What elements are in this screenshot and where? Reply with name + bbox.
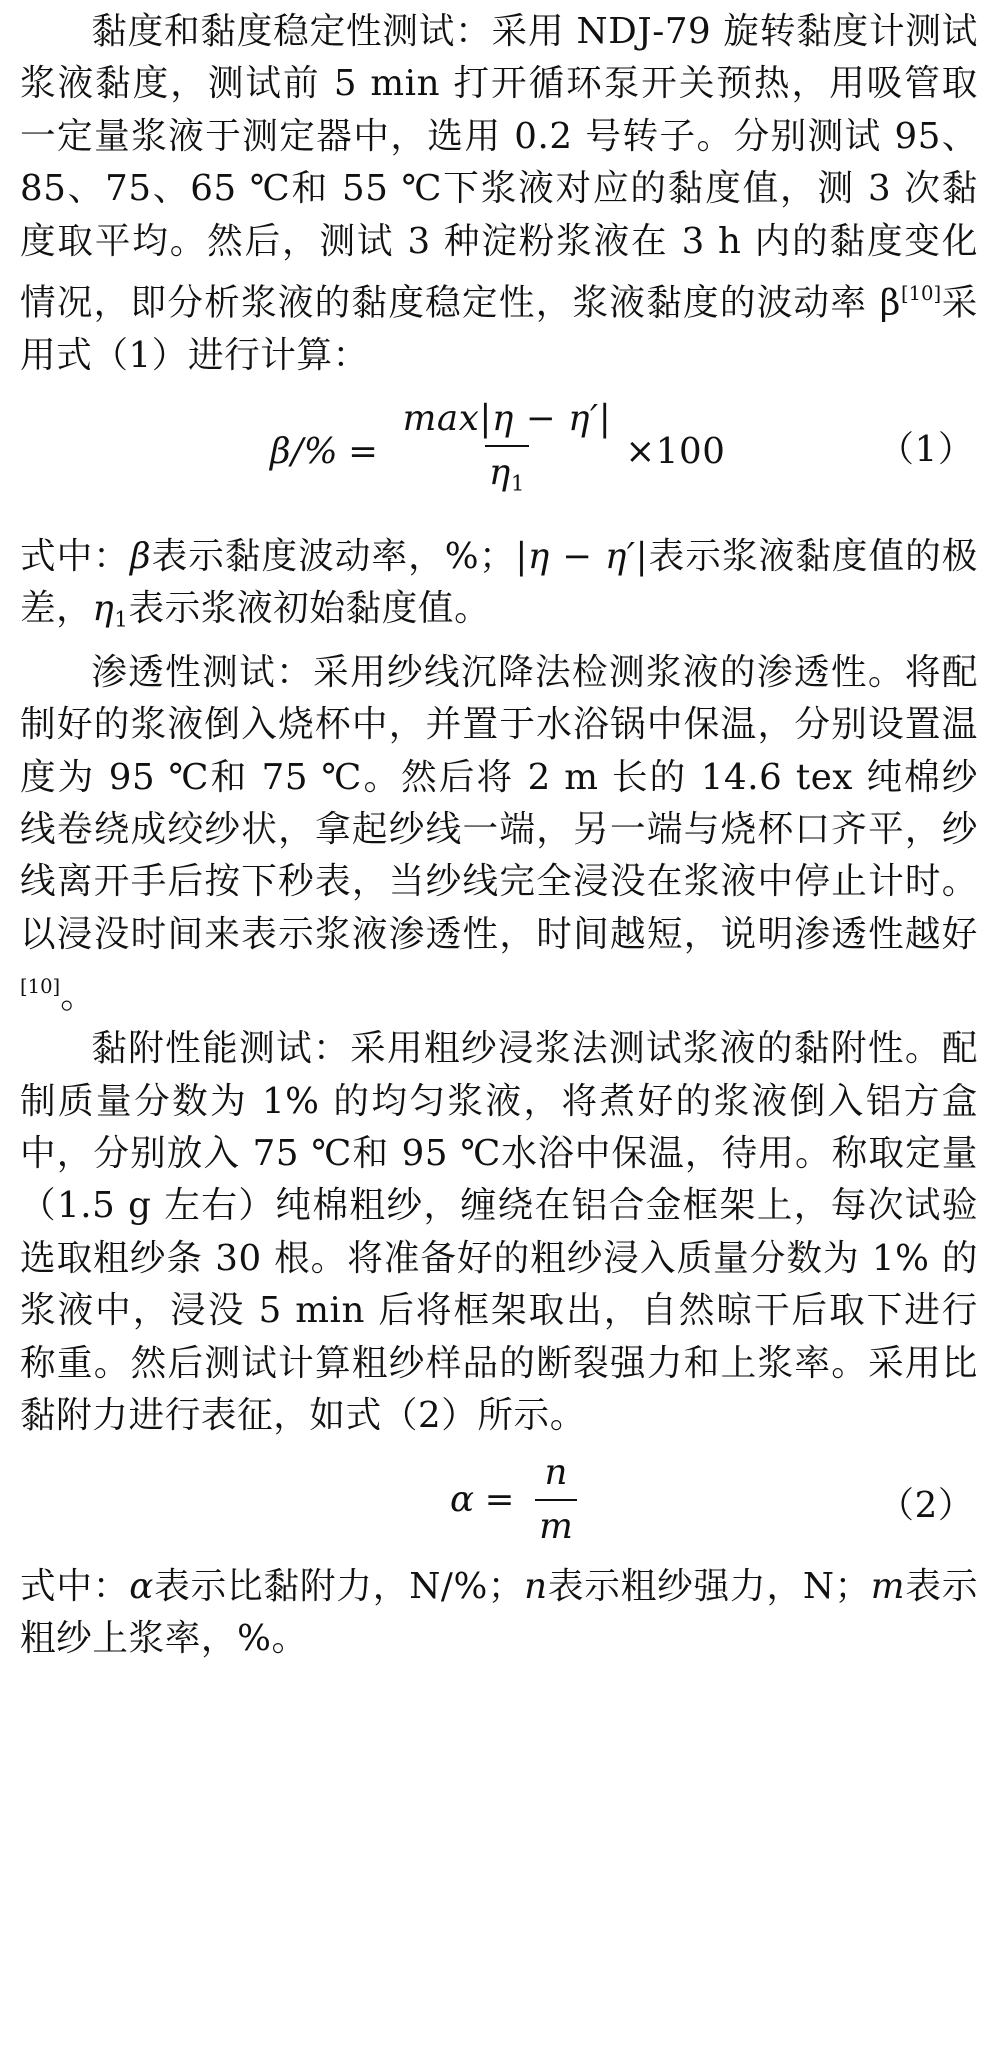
- m-symbol: m: [870, 1565, 906, 1607]
- permeability-text-end: 。: [60, 975, 97, 1017]
- explain-lead: 式中：: [20, 1565, 130, 1607]
- eta-symbol: η: [92, 587, 115, 629]
- equation-1-times: ×100: [625, 430, 726, 472]
- equation-2-lhs: α: [450, 1479, 475, 1520]
- paragraph-viscosity-test: [20, 0, 978, 383]
- equation-1-number: （1）: [878, 428, 974, 470]
- eta-subscript: 1: [114, 607, 129, 633]
- explain-text: 表示粗纱上浆率，%。: [20, 1565, 978, 1659]
- alpha-symbol: α: [129, 1565, 154, 1607]
- viscosity-text-tail: 采用式（1）进行计算：: [20, 282, 978, 377]
- equation-2-fraction: [535, 1449, 577, 1551]
- explain-lead: 式中：: [20, 535, 130, 577]
- equation-2-equals: =: [484, 1479, 516, 1520]
- range-expression: |η − η′|: [515, 535, 649, 577]
- explain-text: 表示浆液黏度值的极差，: [20, 535, 978, 629]
- beta-symbol: β: [129, 535, 152, 577]
- paragraph-equation-2-explanation: [20, 1561, 978, 1666]
- equation-1: [20, 383, 978, 531]
- equation-1-denominator: [485, 445, 529, 508]
- equation-2-numerator: n: [544, 1451, 568, 1493]
- citation-ref: [10]: [900, 282, 942, 306]
- equation-2-denominator: m: [535, 1499, 577, 1551]
- paragraph-permeability-test: [20, 647, 978, 1024]
- equation-1-equals: =: [348, 430, 379, 472]
- adhesion-text: 黏附性能测试：采用粗纱浸浆法测试浆液的黏附性。配制质量分数为 1% 的均匀浆液，将煮好的浆液倒入铝方盒中，分别放入 75 ℃和 95 ℃水浴中保温，待用。称取定量（1.5 g 左右）纯棉粗纱，缠绕在铝合金框架上，每次试验选取粗纱条 30 根。将准备好的粗纱浸入质量分数为 1% 的浆液中，浸没 5 min 后将框架取出，自然晾干后取下进行称重。然后测试计算粗纱样品的断裂强力和上浆率。采用比黏附力进行表征，如式（2）所示。: [20, 1028, 978, 1437]
- explain-text: 表示浆液初始黏度值。: [128, 587, 491, 629]
- equation-2-number: （2）: [878, 1484, 974, 1526]
- equation-2-body: [450, 1449, 587, 1551]
- equation-1-denominator-subscript: 1: [510, 470, 526, 496]
- equation-1-fraction: [399, 395, 616, 508]
- equation-1-lhs: β/%: [270, 430, 339, 472]
- paragraph-equation-1-explanation: [20, 531, 978, 647]
- explain-text: 表示黏度波动率，%；: [151, 535, 516, 577]
- explain-text: 表示粗纱强力，N；: [547, 1565, 871, 1607]
- equation-1-numerator: max|η − η′|: [402, 397, 612, 439]
- paragraph-adhesion-test: [20, 1023, 978, 1442]
- permeability-text: 渗透性测试：采用纱线沉降法检测浆液的渗透性。将配制好的浆液倒入烧杯中，并置于水浴锅中保温，分别设置温度为 95 ℃和 75 ℃。然后将 2 m 长的 14.6 tex 纯棉纱线卷绕成绞纱状，拿起纱线一端，另一端与烧杯口齐平，纱线离开手后按下秒表，当纱线完全浸没在浆液中停止计时。以浸没时间来表示浆液渗透性，时间越短，说明渗透性越好: [20, 651, 978, 955]
- citation-ref: [10]: [20, 975, 61, 999]
- equation-1-body: [270, 395, 725, 508]
- viscosity-text: 黏度和黏度稳定性测试：采用 NDJ-79 旋转黏度计测试浆液黏度，测试前 5 min 打开循环泵开关预热，用吸管取一定量浆液于测定器中，选用 0.2 号转子。分别测试 95、85、75、65 ℃和 55 ℃下浆液对应的黏度值，测 3 次黏度取平均。然后，测试 3 种淀粉浆液在 3 h 内的黏度变化情况，即分析浆液的黏度稳定性，浆液黏度的波动率 β: [20, 11, 978, 324]
- equation-2: [20, 1443, 978, 1561]
- equation-1-denominator-symbol: η: [488, 451, 511, 493]
- explain-text: 表示比黏附力，N/%；: [153, 1565, 525, 1607]
- n-symbol: n: [524, 1565, 548, 1607]
